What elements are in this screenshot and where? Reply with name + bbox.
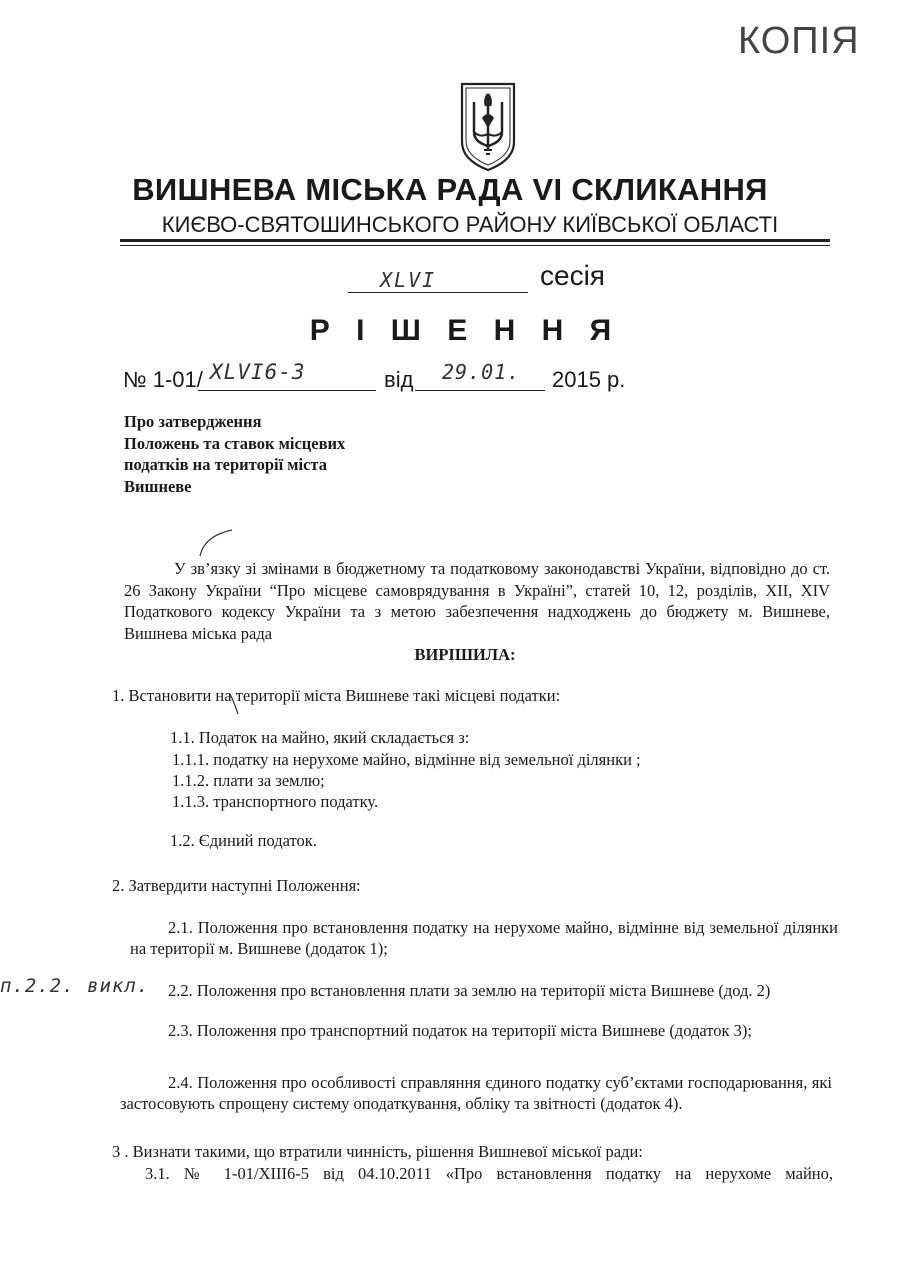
decision-number: XLVI6-3 [210, 360, 306, 384]
item-2-1: 2.1. Положення про встановлення податку на нерухоме майно, відмінне від земельної ділянки на території м. Вишневе (додаток 1); [130, 918, 838, 958]
item-3: 3 . Визнати такими, що втратили чинність, рішення Вишневої міської ради: [112, 1142, 643, 1161]
header-divider-thin [120, 245, 830, 246]
subject-line: Положень та ставок місцевих [124, 433, 346, 453]
subject-line: Про затвердження [124, 412, 262, 431]
item-2: 2. Затвердити наступні Положення: [112, 876, 361, 895]
item-1-1: 1.1. Податок на майно, який складається з: [170, 728, 470, 747]
copy-stamp: КОПІЯ [738, 20, 860, 62]
resolved-heading: ВИРІШИЛА: [414, 645, 516, 664]
item-1-2: 1.2. Єдиний податок. [170, 831, 317, 850]
item-3-1: 3.1. № 1-01/XIII6-5 від 04.10.2011 «Про встановлення податку на нерухоме майно, [145, 1164, 833, 1183]
council-name: ВИШНЕВА МІСЬКА РАДА VI СКЛИКАННЯ [132, 172, 768, 207]
date-from-label: від [384, 367, 414, 392]
council-district: КИЄВО-СВЯТОШИНСЬКОГО РАЙОНУ КИЇВСЬКОЇ ОБЛАСТІ [161, 212, 779, 237]
item-1-1-3: 1.1.3. транспортного податку. [172, 792, 379, 811]
subject-line: Вишневе [124, 476, 192, 496]
item-1: 1. Встановити на території міста Вишневе такі місцеві податки: [112, 686, 561, 705]
document-title: Р І Ш Е Н Н Я [309, 314, 621, 347]
preamble-text: У зв’язку зі змінами в бюджетному та податковому законодавстві України, відповідно до ст. 26 Закону України “Про місцеве самоврядування в Україні”, статей 10, 12, розділів, XII, XIV Податкового кодексу України та з метою забезпечення надходжень до бюджету м. Вишневе, Вишнева міська рада [124, 559, 830, 643]
session-blank-line [348, 262, 528, 293]
item-1-1-1: 1.1.1. податку на нерухоме майно, відмінне від земельної ділянки ; [172, 750, 641, 769]
pen-mark-icon [196, 528, 236, 558]
item-2-4: 2.4. Положення про особливості справляння єдиного податку суб’єктами господарювання, які застосовують спрощену систему оподаткування, обліку та звітності (додаток 4). [120, 1073, 832, 1113]
session-number: XLVI [380, 268, 437, 292]
item-2-3: 2.3. Положення про транспортний податок на території міста Вишневе (додаток 3); [168, 1021, 752, 1040]
coat-of-arms-icon [458, 80, 518, 172]
decision-subject [124, 411, 424, 497]
session-label: сесія [540, 260, 605, 291]
header-divider [120, 239, 830, 242]
decision-number-prefix: № 1-01/ [123, 367, 203, 392]
decision-date: 29.01. [442, 360, 521, 384]
handwritten-margin-note: п.2.2. викл. [0, 975, 150, 997]
item-1-1-2: 1.1.2. плати за землю; [172, 771, 325, 790]
item-2-2: 2.2. Положення про встановлення плати за землю на території міста Вишневе (дод. 2) [168, 981, 771, 1000]
subject-line: податків на території міста [124, 455, 327, 474]
decision-year: 2015 р. [552, 367, 626, 392]
